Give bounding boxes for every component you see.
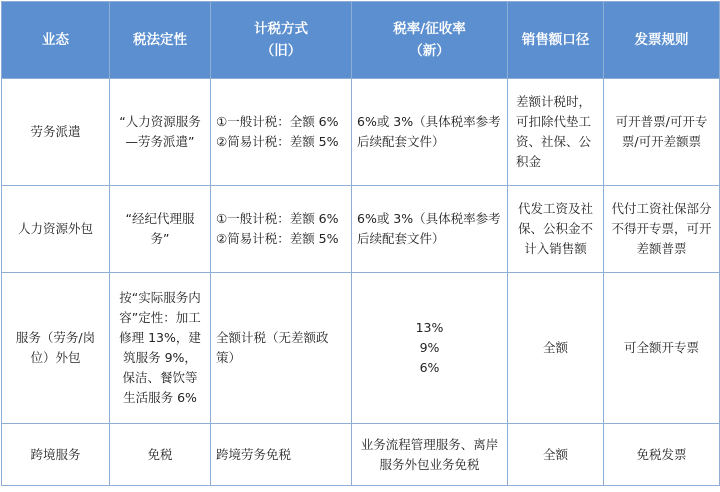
cell-invoice-rules: [604, 79, 720, 186]
header-tax-method-old: [211, 2, 352, 79]
cell-text: 代付工资社保部分不得开专票，可开差额普票: [611, 201, 712, 256]
cell-business-type: [2, 186, 110, 273]
header-sales-basis-label: 销售额口径: [521, 32, 590, 48]
cell-tax-rate: [352, 79, 508, 186]
cell-text: ②简易计税：差额 5%: [216, 134, 339, 149]
header-business-type: [2, 2, 110, 79]
header-invoice-rules-label: 发票规则: [634, 32, 689, 48]
header-tax-rate-label: 税率/征收率: [393, 21, 466, 37]
header-tax-method-label: 计税方式: [254, 21, 308, 37]
cell-text: 全额: [542, 340, 568, 355]
cell-sales-basis: [508, 186, 604, 273]
cell-text: 6%或 3%（具体税率参考后续配套文件）: [357, 211, 501, 246]
header-legal-nature-label: 税法定性: [133, 32, 187, 48]
cell-text: 业务流程管理服务、离岸服务外包业务免税: [360, 436, 499, 472]
cell-tax-method: [211, 273, 352, 424]
table-row: [2, 79, 720, 186]
cell-tax-rate: [352, 186, 508, 273]
table-row: [2, 186, 720, 273]
cell-business-type: [2, 79, 110, 186]
cell-sales-basis: [508, 79, 604, 186]
cell-tax-method: [211, 186, 352, 273]
cell-text: 劳务派遣: [30, 124, 81, 139]
cell-invoice-rules: [604, 273, 720, 424]
cell-text: “人力资源服务—劳务派遣”: [119, 114, 201, 149]
header-invoice-rules: [604, 2, 720, 79]
cell-sales-basis: [508, 424, 604, 486]
cell-text: 13%: [415, 320, 444, 335]
cell-text: 可开普票/可开专票/可开差额票: [615, 114, 708, 149]
table-row: [2, 424, 720, 486]
cell-text: 按“实际服务内容”定性：加工修理 13%，建筑服务 9%，保洁、餐饮等生活服务 6%: [119, 290, 201, 405]
cell-text: 全额: [542, 446, 568, 462]
header-sales-basis: [508, 2, 604, 79]
header-business-type-label: 业态: [42, 32, 69, 48]
cell-text: ①一般计税：差额 6%: [216, 211, 339, 226]
cell-text: 免税发票: [636, 446, 687, 462]
cell-text: 代发工资及社保、公积金不计入销售额: [517, 201, 593, 256]
cell-text: 全额计税（无差额政策）: [216, 330, 329, 365]
cell-text: 服务（劳务/岗位）外包: [15, 330, 96, 365]
cell-legal-nature: [110, 79, 211, 186]
cell-tax-method: [211, 79, 352, 186]
cell-text: 6%: [419, 360, 440, 375]
table-header: [2, 2, 720, 79]
cell-legal-nature: [110, 273, 211, 424]
cell-tax-rate: [352, 424, 508, 486]
header-legal-nature: [110, 2, 211, 79]
cell-text: “经纪代理服务”: [125, 211, 195, 246]
cell-text: 可全额开专票: [623, 340, 699, 355]
cell-text: 跨境劳务免税: [216, 446, 292, 462]
cell-sales-basis: [508, 273, 604, 424]
table-row: [2, 273, 720, 424]
cell-text: 人力资源外包: [17, 221, 93, 236]
cell-invoice-rules: [604, 186, 720, 273]
header-row: [2, 2, 720, 79]
cell-invoice-rules: [604, 424, 720, 486]
tax-comparison-table: [1, 1, 720, 486]
header-tax-rate-new: [352, 2, 508, 79]
cell-text: 6%或 3%（具体税率参考后续配套文件）: [357, 114, 501, 149]
cell-text: 9%: [419, 340, 440, 355]
cell-business-type: [2, 424, 110, 486]
cell-legal-nature: [110, 186, 211, 273]
cell-tax-rate: [352, 273, 508, 424]
header-tax-method-old-label: （旧）: [260, 43, 302, 59]
cell-text: 差额计税时，可扣除代垫工资、社保、公积金: [516, 94, 592, 169]
cell-text: 跨境服务: [30, 446, 81, 462]
cell-legal-nature: [110, 424, 211, 486]
cell-text: ②简易计税：差额 5%: [216, 231, 339, 246]
cell-business-type: [2, 273, 110, 424]
cell-text: 免税: [147, 446, 173, 462]
header-tax-rate-new-label: （新）: [409, 43, 450, 59]
cell-tax-method: [211, 424, 352, 486]
cell-text: ①一般计税：全额 6%: [216, 114, 339, 129]
